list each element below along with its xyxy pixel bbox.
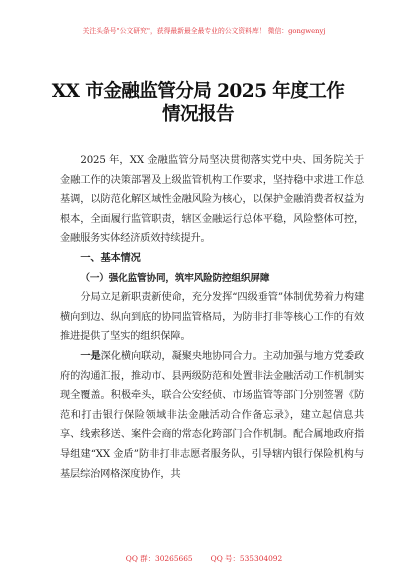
- footer-qq-group: QQ 群：30265665: [125, 554, 193, 563]
- document-body: [60, 151, 364, 484]
- subsection-heading: （一）强化监管协同，筑牢风险防控组织屏障: [80, 272, 270, 284]
- paragraph-1: 分局立足新职责新使命，充分发挥“四级垂管”体制优势着力构建横向到边、纵向到底的协同监管格局，为防非打非等核心工作的有效推进提供了坚实的组织保障。: [60, 292, 364, 343]
- footer-qq: QQ 号：535304092: [210, 554, 283, 563]
- section-heading: 一、基本情况: [80, 251, 141, 264]
- document-title: XX 市金融监管分局 2025 年度工作情况报告: [51, 81, 345, 125]
- page-footer: [0, 554, 408, 564]
- page-header: 关注头条号"公文研究"，获得最新最全最专业的公文资料库！ 微信：gongwenyj: [82, 27, 326, 35]
- paragraph-2-lead: 一是: [80, 349, 101, 362]
- intro-paragraph: 2025 年，XX 金融监管分局坚决贯彻落实党中央、国务院关于金融工作的决策部署及上级监管机构工作要求，坚持稳中求进工作总基调，以防范化解区域性金融风险为核心，以保护金融消费者权益为根本，全面履行监管职责，辖区金融运行总体平稳，风险整体可控，金融服务实体经济质效持续提升。: [60, 155, 364, 245]
- paragraph-2: [60, 347, 364, 484]
- paragraph-2-text: 深化横向联动，凝聚央地协同合力。主动加强与地方党委政府的沟通汇报，推动市、县两级防范和处置非法金融活动工作机制实现全覆盖。积极牵头，联合公安经侦、市场监管等部门分别签署《防范和打击银行保险领域非法金融活动合作备忘录》，建立起信息共享、线索移送、案件会商的常态化跨部门合作机制。配合属地政府指导组建“XX 金盾”防非打非志愿者服务队，引导辖内银行保险机构与基层综治网格深度协作，共: [60, 350, 364, 480]
